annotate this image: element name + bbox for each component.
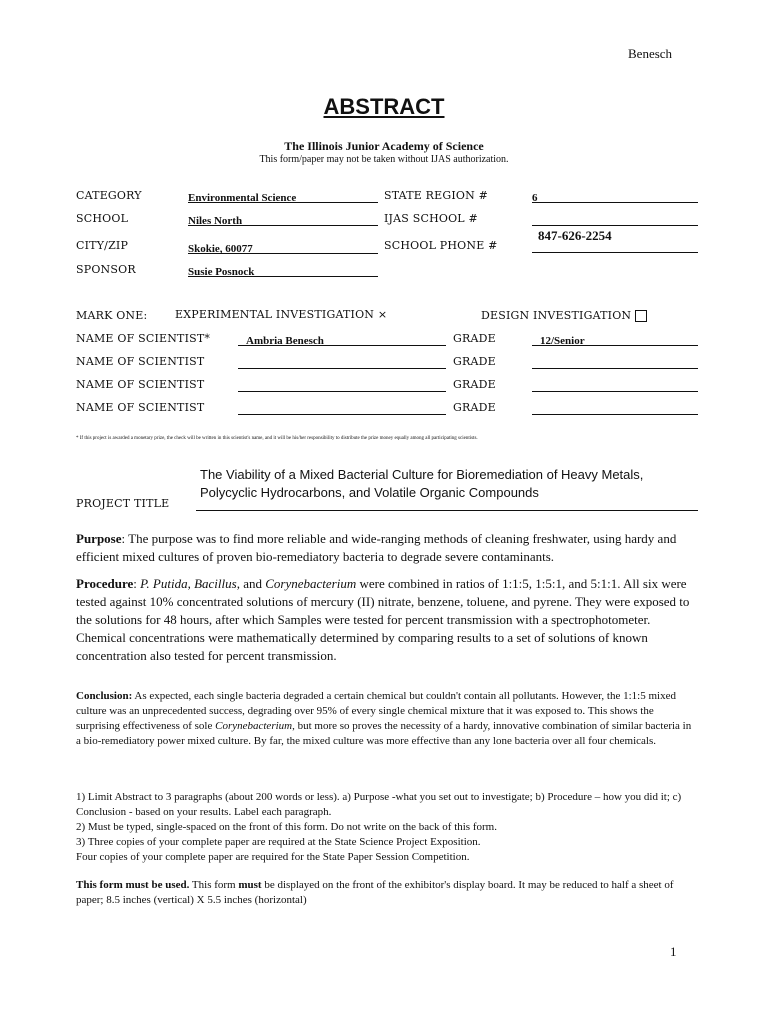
prize-footnote: * If this project is awarded a monetary prize, the check will be written in this scientist's name, and it will be his/her responsibility to distribute the prize money equally among all participating scientists. — [76, 436, 478, 441]
instruction-item: 3) Three copies of your complete paper are required at the State Science Project Exposition. — [76, 836, 481, 848]
school-value: Niles North — [188, 215, 243, 227]
conclusion-text-1: As expected, each single bacteria degraded a certain chemical but couldn't contain all pollutants. However, the 1:1:5 mixed culture was an unprecedented success, degrading over 95% of every single chemical mixture that it was exposed to. This shows the surprising effectiveness of sole — [76, 690, 676, 732]
procedure-heading: Procedure — [76, 576, 134, 591]
mark-one-label: MARK ONE: — [76, 309, 148, 322]
cityzip-field[interactable] — [188, 239, 378, 254]
design-option[interactable] — [481, 309, 647, 322]
sponsor-field[interactable] — [188, 262, 378, 277]
school-phone-label: SCHOOL PHONE # — [384, 239, 498, 252]
design-checkbox[interactable] — [635, 310, 647, 322]
project-title-line1: The Viability of a Mixed Bacterial Culture for Bioremediation of Heavy Metals, — [200, 467, 644, 482]
scientist-name-field[interactable] — [238, 400, 446, 415]
sponsor-label: SPONSOR — [76, 263, 136, 276]
procedure-species-2: Corynebacterium — [265, 576, 357, 591]
form-note-bold: This form must be used. — [76, 879, 190, 891]
grade-value: 12/Senior — [540, 335, 585, 347]
project-title-underline — [196, 510, 698, 511]
org-notice: This form/paper may not be taken without IJAS authorization. — [259, 154, 509, 165]
grade-field[interactable] — [532, 354, 698, 369]
conclusion-species: Corynebacterium — [215, 720, 293, 732]
state-region-label: STATE REGION # — [384, 189, 489, 202]
ijas-school-field[interactable] — [532, 211, 698, 226]
ijas-school-label: IJAS SCHOOL # — [384, 212, 478, 225]
scientist-label: NAME OF SCIENTIST — [76, 401, 205, 414]
org-name: The Illinois Junior Academy of Science — [284, 139, 484, 153]
procedure-species-1: P. Putida, Bacillus — [140, 576, 237, 591]
form-note — [76, 878, 702, 908]
scientist-label: NAME OF SCIENTIST — [76, 355, 205, 368]
conclusion-text-2: , but more so proves the necessity of a hardy, innovative combination of similar bacteria in a bio-remediatory power mixed culture. By far, the mixed culture was more effective than any lone bacteria over all four chemicals. — [76, 720, 692, 747]
school-phone-value: 847-626-2254 — [538, 228, 612, 243]
author-name: Benesch — [628, 46, 673, 61]
procedure-text: were combined in ratios of 1:1:5, 1:5:1, and 5:1:1. All six were tested against 10% concentrated solutions of mercury (II) nitrate, benzene, toluene, and pyrene. They were exposed to the solutions for 48 hours, after which Samples were tested for percent transmission with a spectrophotometer. Chemical concentrations were mathematically determined by comparing results to a set of solutions of known concentration also tested for percent transmission. — [76, 576, 690, 663]
grade-field[interactable] — [532, 331, 698, 346]
grade-label: GRADE — [453, 378, 496, 391]
school-label: SCHOOL — [76, 212, 129, 225]
design-label: DESIGN INVESTIGATION — [481, 309, 632, 322]
grade-label: GRADE — [453, 332, 496, 345]
cityzip-label: CITY/ZIP — [76, 239, 129, 252]
cityzip-value: Skokie, 60077 — [188, 243, 253, 255]
experimental-mark: × — [377, 308, 388, 321]
instruction-item: 1) Limit Abstract to 3 paragraphs (about 200 words or less). a) Purpose -what you set out to investigate; b) Procedure – how you did it; c) Conclusion - based on your results. Label each paragraph. — [76, 791, 682, 818]
scientist-label: NAME OF SCIENTIST — [76, 378, 205, 391]
state-region-field[interactable] — [532, 188, 698, 203]
purpose-heading: Purpose — [76, 531, 122, 546]
procedure-paragraph — [76, 575, 698, 665]
grade-field[interactable] — [532, 400, 698, 415]
instructions-list — [76, 790, 698, 865]
project-title-label: PROJECT TITLE — [76, 497, 170, 510]
school-phone-field[interactable] — [532, 226, 698, 253]
page-title: ABSTRACT — [323, 94, 445, 119]
form-note-text-2: be displayed on the front of the exhibitor's display board. It may be reduced to half a sheet of paper; 8.5 inches (vertical) X 5.5 inches (horizontal) — [76, 879, 674, 906]
scientist-label: NAME OF SCIENTIST* — [76, 332, 211, 345]
category-label: CATEGORY — [76, 189, 142, 202]
category-field[interactable] — [188, 188, 378, 203]
category-value: Environmental Science — [188, 192, 297, 204]
procedure-lead: : — [133, 576, 141, 591]
state-region-value: 6 — [532, 192, 538, 204]
experimental-option[interactable] — [175, 308, 387, 321]
sponsor-value: Susie Posnock — [188, 266, 255, 278]
project-title-line2: Polycyclic Hydrocarbons, and Volatile Organic Compounds — [200, 485, 539, 500]
conclusion-heading: Conclusion: — [76, 690, 133, 702]
grade-label: GRADE — [453, 401, 496, 414]
conclusion-paragraph — [76, 689, 698, 749]
purpose-paragraph — [76, 530, 698, 566]
scientist-name-field[interactable] — [238, 331, 446, 346]
purpose-text: : The purpose was to find more reliable and wide-ranging methods of cleaning freshwater, using hardy and efficient mixed cultures of proven bio-remediatory bacteria to degrade severe contaminants. — [76, 531, 677, 564]
grade-field[interactable] — [532, 377, 698, 392]
scientist-name: Ambria Benesch — [246, 335, 324, 347]
grade-label: GRADE — [453, 355, 496, 368]
scientist-name-field[interactable] — [238, 354, 446, 369]
instruction-item: Four copies of your complete paper are required for the State Paper Session Competition. — [76, 851, 470, 863]
procedure-and: , and — [236, 576, 266, 591]
form-note-text-1: This form — [189, 879, 239, 891]
scientist-name-field[interactable] — [238, 377, 446, 392]
form-note-must: must — [238, 879, 262, 891]
project-title — [200, 466, 643, 502]
experimental-label: EXPERIMENTAL INVESTIGATION — [175, 308, 375, 321]
school-field[interactable] — [188, 211, 378, 226]
page-number: 1 — [670, 944, 677, 959]
instruction-item: 2) Must be typed, single-spaced on the front of this form. Do not write on the back of this form. — [76, 821, 497, 833]
